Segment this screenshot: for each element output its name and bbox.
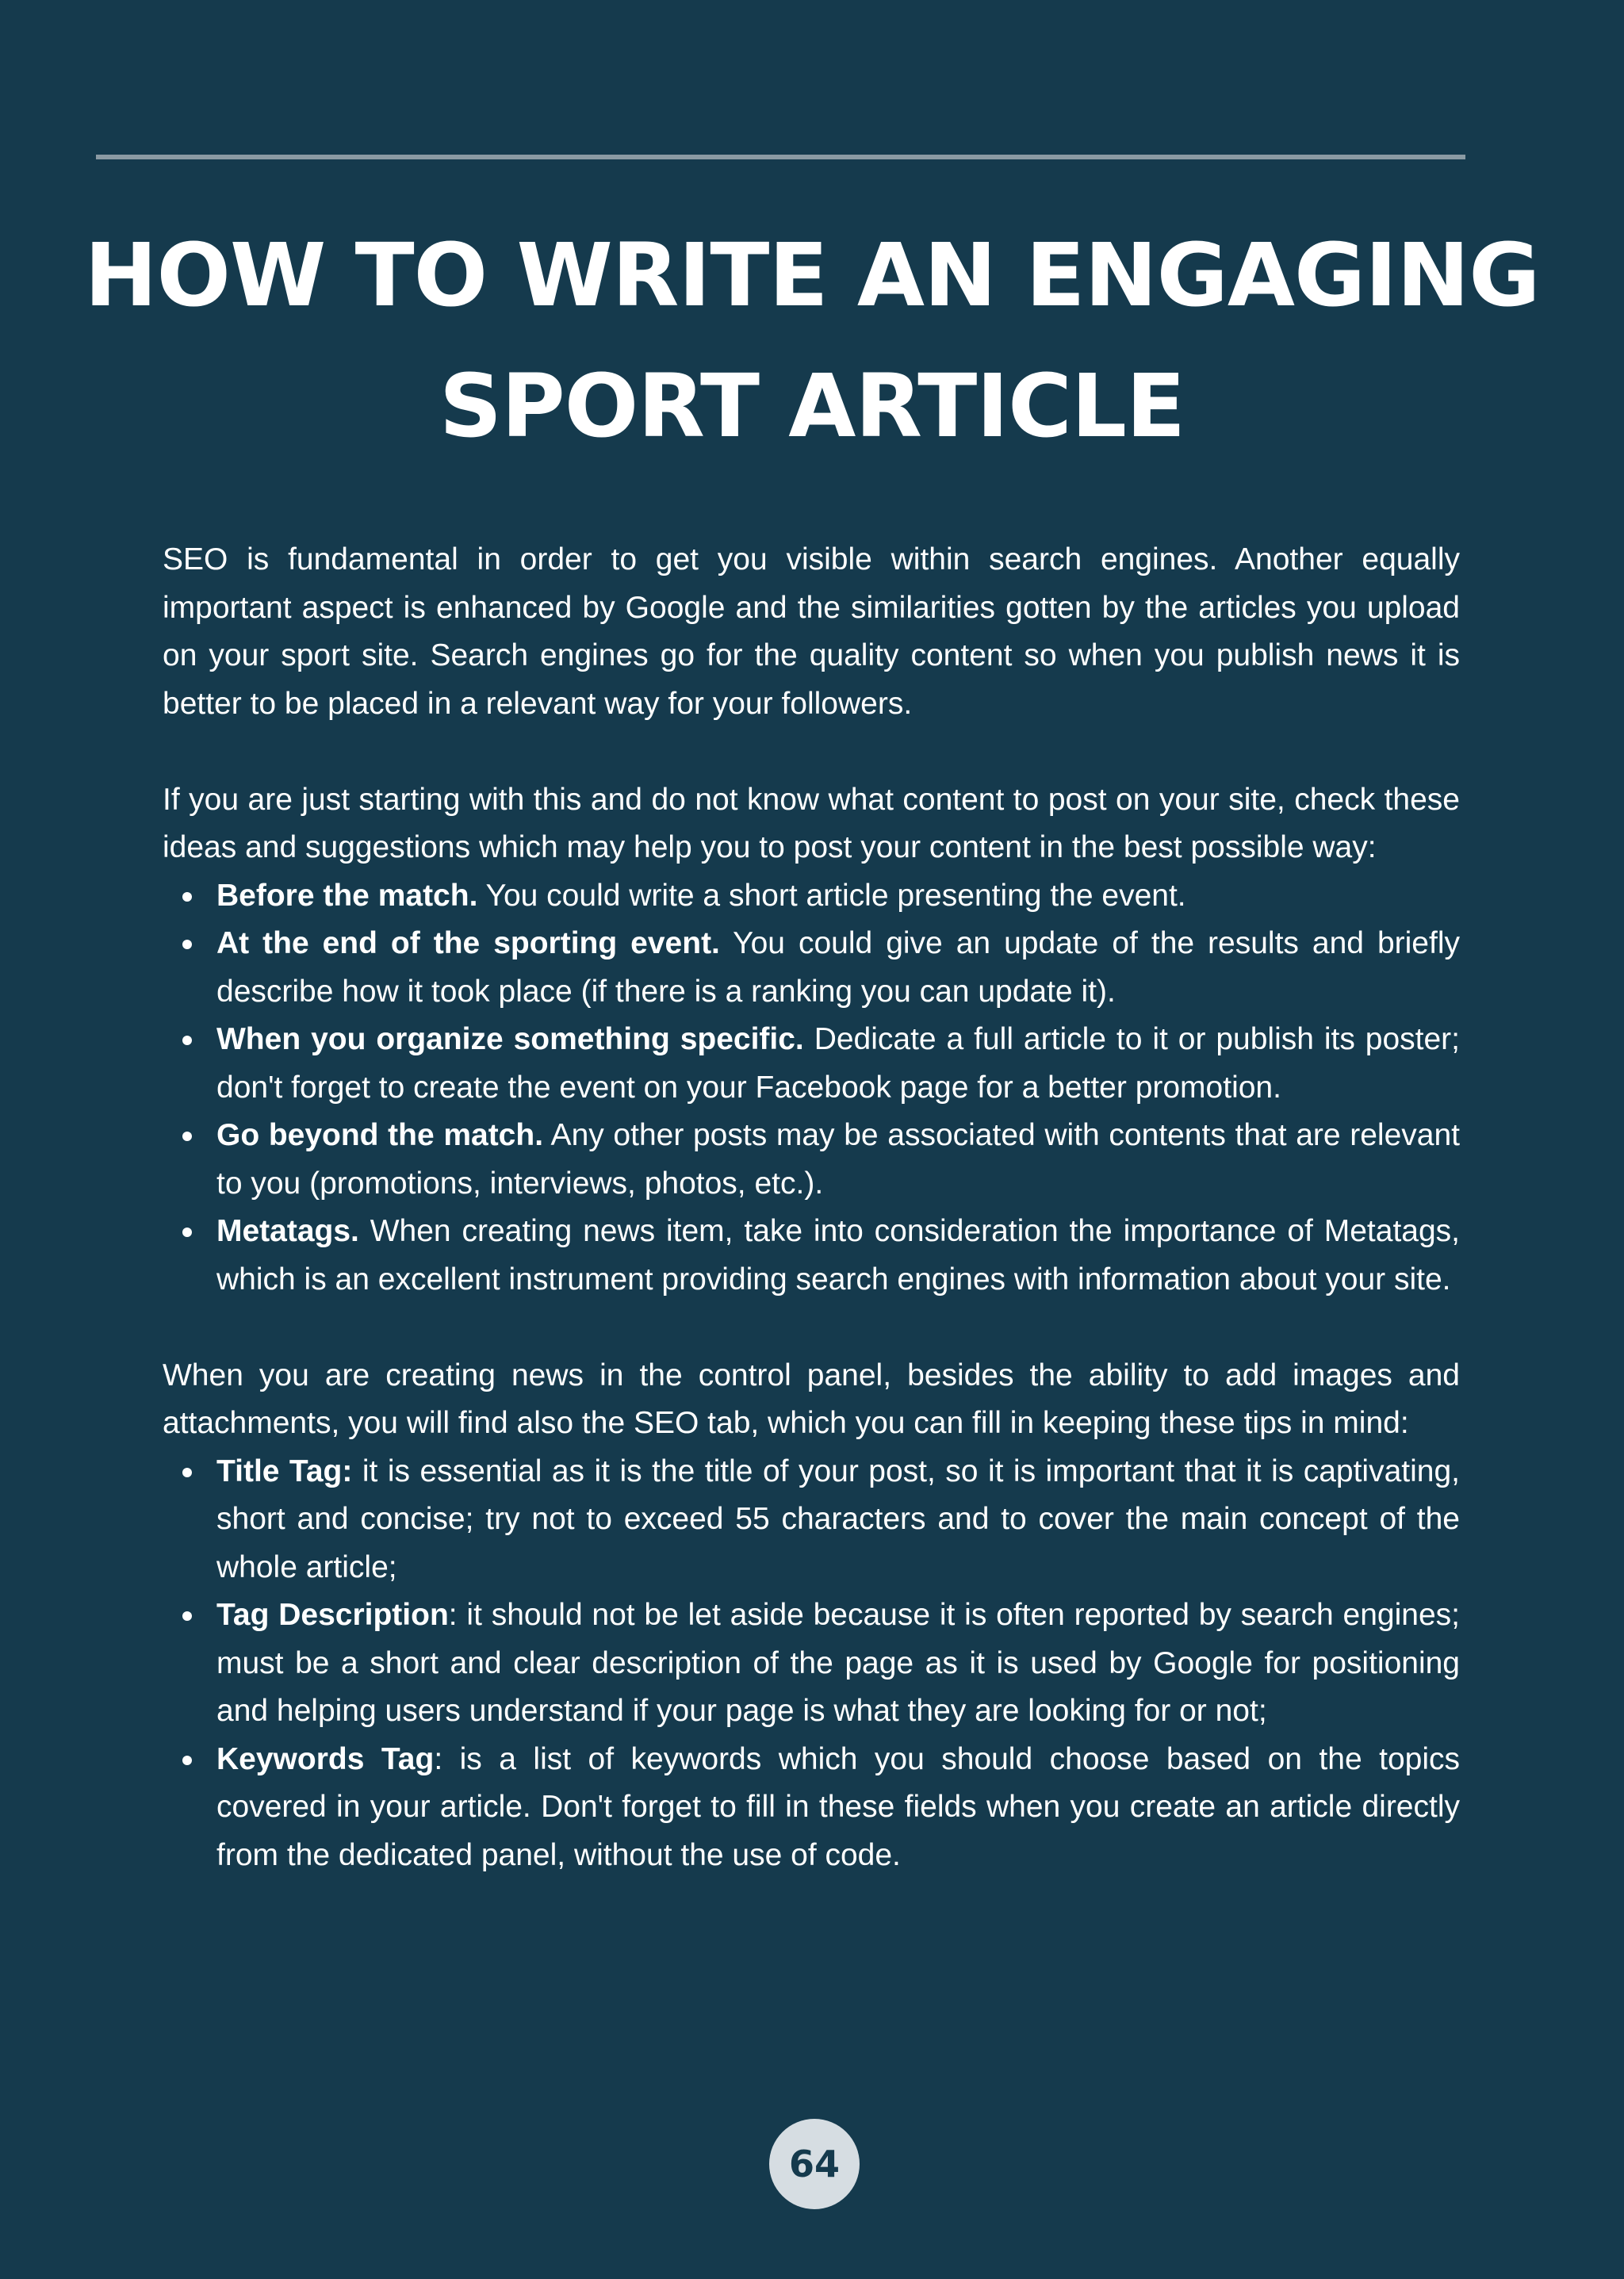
list-item	[216, 1591, 1460, 1736]
list-item-term: Metatags.	[216, 1214, 359, 1248]
intro-paragraph: SEO is fundamental in order to get you visible within search engines. Another equally important aspect is enhanced by Google and the similarities gotten by the articles you upload on your sport site. Search engines go for the quality content so when you publish news it is better to be placed in a relevant way for your followers.	[163, 542, 1460, 721]
list-item-term: Keywords Tag	[216, 1741, 435, 1776]
list-item	[216, 1448, 1460, 1592]
list-item-text: You could give an update of the results and briefly describe how it took place (if there is a ranking you can update it).	[216, 926, 1460, 1009]
list-item-term: Go beyond the match.	[216, 1118, 544, 1152]
page-number-badge: 64	[769, 2119, 860, 2209]
list-item-text: : is a list of keywords which you should choose based on the topics covered in your article. Don't forget to fill in these fields when you create an article directly from the dedicated panel, without the use of code.	[216, 1741, 1460, 1872]
list-item	[216, 1112, 1460, 1208]
ideas-intro-paragraph: If you are just starting with this and do not know what content to post on your site, check these ideas and suggestions which may help you to post your content in the best possible way:	[163, 782, 1460, 864]
list-item-text: Any other posts may be associated with contents that are relevant to you (promotions, interviews, photos, etc.).	[216, 1118, 1460, 1201]
list-item-term: Tag Description	[216, 1598, 449, 1632]
list-item	[216, 1208, 1460, 1304]
list-item-term: Before the match.	[216, 878, 478, 913]
list-item-term: When you organize something specific.	[216, 1022, 804, 1056]
page-title	[0, 210, 1624, 472]
list-item	[216, 920, 1460, 1016]
paragraph-gap	[163, 728, 1460, 776]
ideas-list	[163, 872, 1460, 1304]
list-item	[216, 872, 1460, 921]
page-title-line-2: SPORT ARTICLE	[439, 355, 1185, 457]
list-item-text: it is essential as it is the title of your post, so it is important that it is captivating, short and concise; try not to exceed 55 characters and to cover the main concept of the whole article;	[216, 1454, 1461, 1584]
paragraph-gap	[163, 1304, 1460, 1352]
list-item	[216, 1736, 1460, 1880]
seo-tips-list	[163, 1448, 1460, 1880]
seo-intro-paragraph: When you are creating news in the control panel, besides the ability to add images and attachments, you will find also the SEO tab, which you can fill in keeping these tips in mind:	[163, 1358, 1460, 1440]
article-body	[163, 536, 1460, 1879]
list-item-text: When creating news item, take into consideration the importance of Metatags, which is an excellent instrument providing search engines with information about your site.	[216, 1214, 1460, 1297]
list-item-text: You could write a short article presenting the event.	[477, 878, 1186, 913]
list-item-term: Title Tag:	[216, 1454, 353, 1488]
list-item-text: : it should not be let aside because it is often reported by search engines; must be a short and clear description of the page as it is used by Google for positioning and helping users understand if your page is what they are looking for or not;	[216, 1598, 1460, 1728]
header-rule	[96, 155, 1465, 159]
page-title-line-1: HOW TO WRITE AN ENGAGING	[84, 224, 1540, 326]
list-item-text: Dedicate a full article to it or publish its poster; don't forget to create the event on your Facebook page for a better promotion.	[216, 1022, 1461, 1105]
list-item	[216, 1016, 1460, 1112]
list-item-term: At the end of the sporting event.	[216, 926, 720, 960]
